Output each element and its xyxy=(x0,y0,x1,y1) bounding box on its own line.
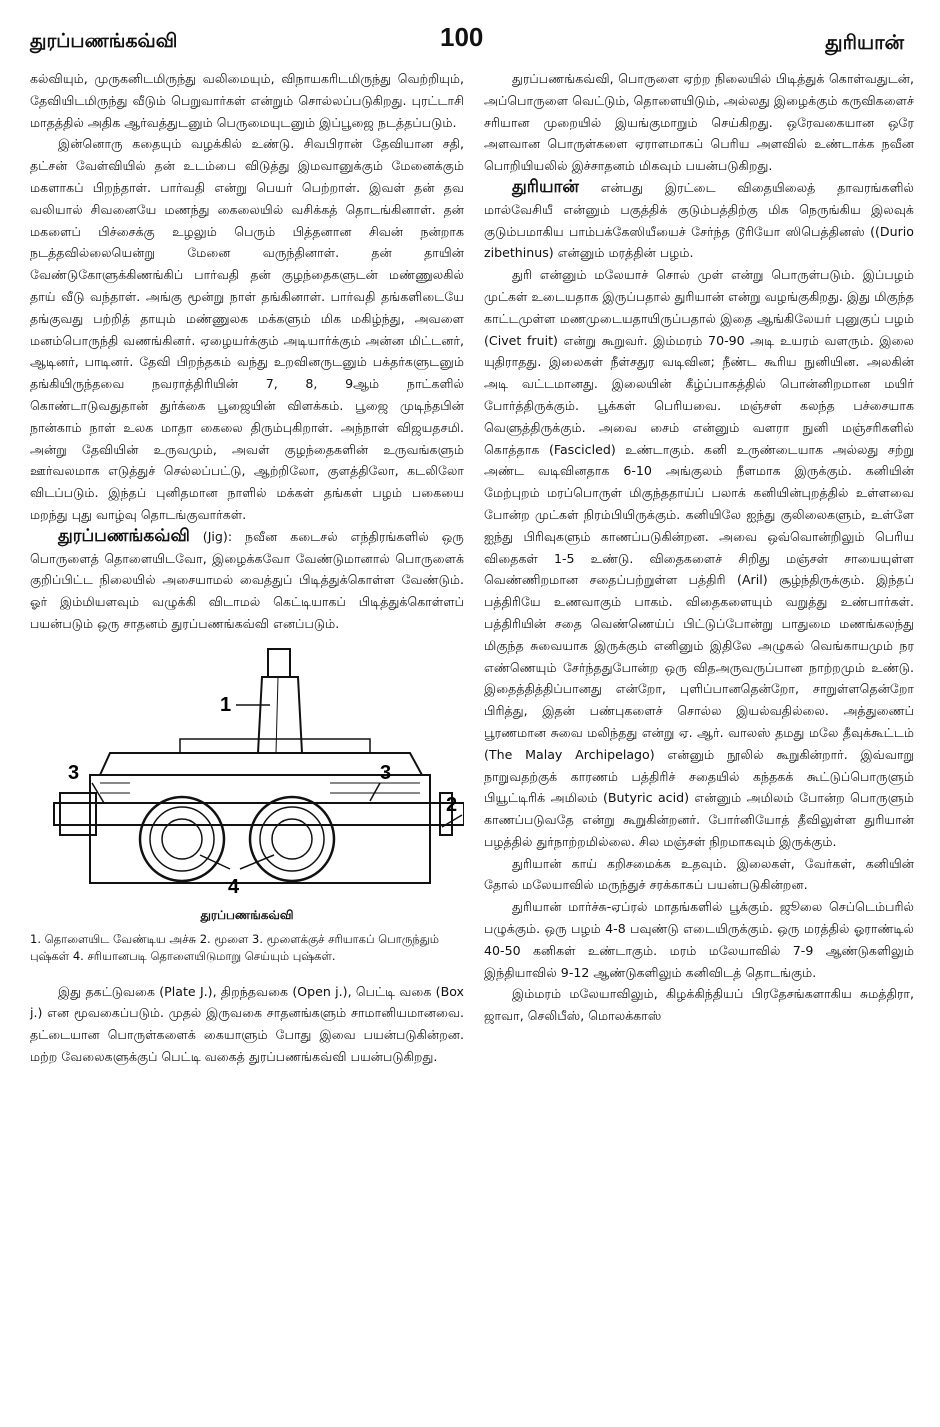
callout-3-right: 3 xyxy=(380,761,392,784)
left-column xyxy=(30,68,464,1068)
entry-body: என்பது இரட்டை விதையிலைத் தாவரங்களில் மால்வேசியீ என்னும் பகுத்திக் குடும்பத்திற்கு மிக நெருங்கிய இலவுக் குடும்பமாகிய பாம்பக்கேஸியீயைச் சேர்ந்த டூரியோ ஸிபெத்தினஸ் ((Durio zibethinus) என்னும் மரத்தின் பழம். xyxy=(484,179,914,261)
callout-1: 1 xyxy=(220,693,232,716)
entry-term: துரியான் xyxy=(512,176,579,197)
right-column xyxy=(484,68,914,1027)
running-header-left: துரப்பணங்கவ்வி xyxy=(30,30,178,52)
figure-caption: 1. தொளையிட வேண்டிய அச்சு 2. மூளை 3. மூளைக்குச் சரியாகப் பொருந்தும் புஷ்கள் 4. சரியானபடி தொளையிடுமாறு செய்யும் புஷ்கள். xyxy=(30,931,440,963)
paragraph: துரியான் மார்ச்சு-ஏப்ரல் மாதங்களில் பூக்கும். ஜூலை செப்டெம்பரில் பழுக்கும். ஒரு பழம் 4-8 பவுண்டு எடையிருக்கும். ஒரு மரத்தில் ஓராண்டில் 40-50 கனிகள் உண்டாகும். மரம் மலேயாவில் 7-9 ஆண்டுகளிலும் இந்தியாவில் 9-12 ஆண்டுகளிலும் கனிவிடத் தொடங்கும். xyxy=(484,899,914,980)
paragraph: இது தகட்டுவகை (Plate J.), திறந்தவகை (Open j.), பெட்டி வகை (Box j.) என மூவகைப்படும். முதல் இருவகை சாதனங்களும் சாமானியமானவை. தட்டையான பொருள்களைக் கையாளும் போது இவை பயன்படுகின்றன. மற்ற வேலைகளுக்குப் பெட்டி வகைத் துரப்பணங்கவ்வி பயன்படுகிறது. xyxy=(30,983,464,1064)
page-number: 100 xyxy=(440,22,484,52)
callout-4: 4 xyxy=(228,875,240,898)
paragraph: கல்வியும், முருகனிடமிருந்து வலிமையும், விநாயகரிடமிருந்து வெற்றியும், தேவியிடமிருந்து வீடும் பெறுவார்கள் என்றும் சொல்லப்படுகிறது. புரட்டாசி மாதத்தில் அதிக ஆர்வத்துடனும் பெருமையுடனும் இப்பூஜை நடத்தப்படும். xyxy=(30,71,464,130)
paragraph: துரியான் காய் கறிசமைக்க உதவும். இலைகள், வேர்கள், கனியின் தோல் மலேயாவில் மருந்துச் சரக்காகப் பயன்படுகின்றன. xyxy=(484,855,915,893)
entry-body: : நவீன கடைசல் எந்திரங்களில் ஒரு பொருளைத் தொளையிடவோ, இழைக்கவோ வேண்டுமானால் பொருளைக் குறிப்பிட்ட நிலையில் அசையாமல் வைத்துப் பிடித்துக்கொள்ள வேண்டும். ஓர் இம்மியளவும் வழுக்கி விடாமல் கெட்டியாகப் பிடித்துக்கொள்ளப் பயன்படும் ஒரு சாதனம் துரப்பணங்கவ்வி எனப்படும். xyxy=(30,528,464,631)
paragraph: இன்னொரு கதையும் வழக்கில் உண்டு. சிவபிரான் தேவியான சதி, தட்சன் வேள்வியில் தன் உடம்பை விடுத்து இமவானுக்கும் மேனைக்கும் மகளாகப் பிறந்தாள். பார்வதி என்று பெயர் பெற்றாள். இவள் தன் தவ வலியால் சிவனையே மணந்து கைலையில் வசிக்கத் தொடங்கினாள். தன் மகளைப் பிச்சைக்கு உழலும் பெரும் பித்தனான சிவன் நன்றாக நடத்தவில்லையென்று மேனை வருந்தினாள். தன் தாயின் வேண்டுகோளுக்கிணங்கிப் பார்வதி தன் குழந்தைகளுடன் மண்ணுலகில் தாய் வீடு வந்தாள். அங்கு மூன்று நாள் தங்கினாள். பார்வதி தங்களிடையே தங்குவது பற்றித் தாயும் மண்ணுலக மக்களும் மிக மகிழ்ந்து, அவளை மனம்பொருந்தி வணங்கினர். ஏழையர்க்கும் அடியார்க்கும் அன்ன மிட்டனர், ஆடினர், பாடினர். தேவி பிறந்தகம் வந்து உறவினருடனும் பக்தர்களுடனும் தங்கியிருந்தவை நவராத்திரியின் 7, 8, 9ஆம் நாட்களில் கொண்டாடுவதுதான் துர்க்கை பூஜையின் விளக்கம். பூஜை முடிந்தபின் நான்காம் நாள் உலக மாதா கைலை திரும்புகிறாள். அந்நாள் விஜயதசமி. அன்று தேவியின் உருவமும், அவள் குழந்தைகளின் உருவங்களும் ஊர்வலமாக எடுத்துச் செல்லப்பட்டு, ஆற்றிலோ, குளத்திலோ, கடலிலோ விடப்படும். இந்தப் புனிதமான நாளில் மக்கள் தங்கள் பழம் பகையை மறந்து புது வாழ்வு தொடங்குவார்கள். xyxy=(30,136,464,522)
paragraph: இம்மரம் மலேயாவிலும், கிழக்கிந்தியப் பிரதேசங்களாகிய சுமத்திரா, ஜாவா, செலிபீஸ், மொலக்காஸ் xyxy=(484,986,914,1024)
paragraph: துரப்பணங்கவ்வி, பொருளை ஏற்ற நிலையில் பிடித்துக் கொள்வதுடன், அப்பொருளை வெட்டும், தொளையிடும், அல்லது இழைக்கும் கருவிகளைச் சரியான முறையில் இயங்குமாறும் செய்கிறது. ஒரேவகையான ஒரே அளவான பொருள்களை ஏராளமாகப் பெரிய அளவில் உண்டாக்க நவீன பொறியியலில் இச்சாதனம் மிகவும் பயன்படுகிறது. xyxy=(484,71,914,174)
entry-durian xyxy=(484,177,914,264)
entry-term: துரப்பணங்கவ்வி xyxy=(58,525,190,546)
paragraph: துரி என்னும் மலேயாச் சொல் முள் என்று பொருள்படும். இப்பழம் முட்கள் உடையதாக இருப்பதால் துரியான் என்று வழங்குகிறது. இது மிகுந்த காட்டமுள்ள மணமுடையதாயிருப்பதால் இதை ஆங்கிலேயர் புனுகுப் பழம் (Civet fruit) என்று கூறுவர். இம்மரம் 70-90 அடி உயரம் வளரும். இலை யுதிராதது. இலைகள் நீள்சதுர வடிவின; நீண்ட கூரிய நுனியின. அலகின் அடி வட்டமானது. இலையின் கீழ்ப்பாகத்தில் பொன்னிறமான மயிர் போர்த்திருக்கும். பூக்கள் பெரியவை. மஞ்சள் கலந்த பச்சையாக வெளுத்திருக்கும். அவை சைம் என்னும் வளரா நுனி மஞ்சரிகளில் கொத்தாக (Fascicled) உண்டாகும். கனி உருண்டையாக அல்லது சற்று அண்ட வடிவினதாக 6-10 அங்குலம் நீளமாக இருக்கும். கனியின் மேற்புறம் மரப்பொருள் மிகுந்ததாய்ப் பலாக் கனியின்புறத்தில் உள்ளவை போன்ற முட்கள் நிரம்பியிருக்கும். கனியிலே ஐந்து குலிலைகளும், உள்ளே ஐந்து பிரிவுகளும் காணப்படுகின்றன. அவை ஒவ்வொன்றிலும் பெரிய விதைகள் 1-5 உண்டு. விதைகளைச் சிறிது மஞ்சள் சாயையுள்ள வெண்ணிறமான சதைப்பற்றுள்ள பத்திரி (Aril) சூழ்ந்திருக்கும். இந்தப் பத்திரியே உணவாகும் பாகம். விதைகளையும் வறுத்து உண்பார்கள். பத்திரியின் சதை வெண்ணெய்ப் பிட்டுப்போன்று பாதுமை மணங்கலந்து மிகுந்த சுவையாக இருக்கும் எனினும் இதிலே அழுகல் வெங்காயமும் நர எண்ணெயும் சேர்ந்ததுபோன்ற ஒரு விதஅருவருப்பான நாற்றமும் உண்டு. இதைத்தித்திப்பானது என்றோ, புளிப்பானதென்றோ, சாறுள்ளதென்றோ பிரித்து, இதன் பண்புகளைச் சொல்ல இயல்வதில்லை. அத்துணைப் பூரணமான சுவை மலிந்தது என்று ஏ. ஆர். வாலஸ் தமது மலே தீவுக்கூட்டம் (The Malay Archipelago) என்னும் நூலில் கூறுகின்றார். இவ்வாறு நாறுவதற்குக் காரணம் பத்திரிச் சதையில் கந்தகக் கூட்டுப்பொருளும் பியூட்டிரிக் அமிலம் (Butyric acid) என்னும் அமிலம் போன்ற பொருளும் காணப்படுவதே என்று கூறுகின்றனர். போர்னியோத் தீவிலுள்ள துரியான் பழத்தில் துர்நாற்றமில்லை. சில மஞ்சள் நிறமாகவும் இருக்கும். xyxy=(484,267,914,849)
callout-3-left: 3 xyxy=(68,761,80,784)
jig-figure xyxy=(30,643,464,901)
jig-drawing xyxy=(30,643,464,901)
entry-term-english: (Jig) xyxy=(202,528,228,544)
callout-2: 2 xyxy=(446,793,458,816)
entry-jig xyxy=(30,526,464,635)
figure-title: துரப்பணங்கவ்வி xyxy=(200,907,294,922)
running-header-right: துரியான் xyxy=(825,30,904,54)
